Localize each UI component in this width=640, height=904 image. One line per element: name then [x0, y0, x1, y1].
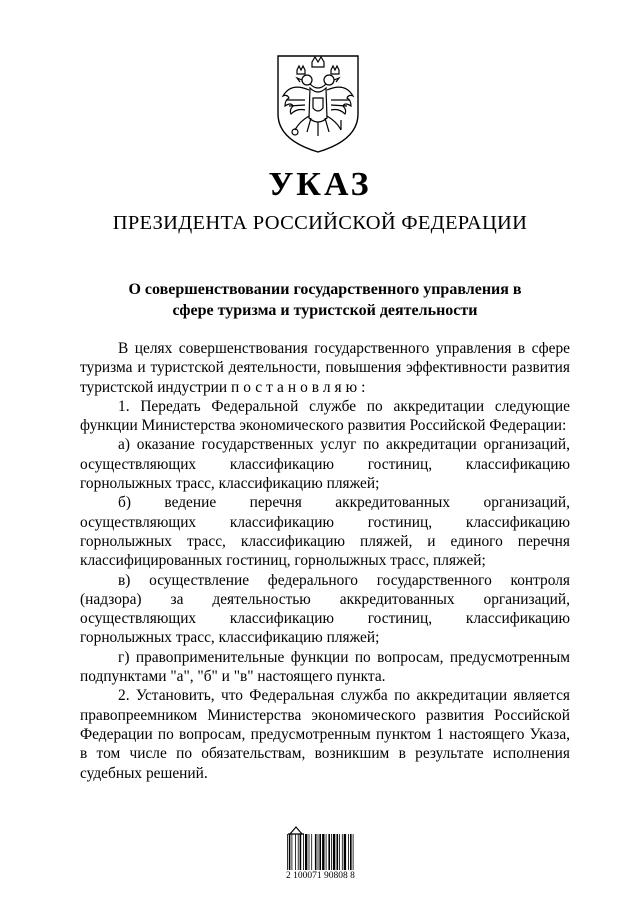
intro-text: В целях совершенствования государственного управления в сфере туризма и туристской деятельности, повышения эффективности развития туристской индустрии — [80, 340, 570, 396]
document-subtitle: ПРЕЗИДЕНТА РОССИЙСКОЙ ФЕДЕРАЦИИ — [112, 212, 528, 234]
barcode-bar — [318, 834, 319, 870]
barcode-bar — [350, 834, 352, 870]
decree-heading — [80, 279, 570, 321]
barcode-bar — [287, 834, 288, 870]
barcode-bar — [331, 834, 332, 870]
barcode-bar — [300, 834, 302, 870]
barcode-bar — [289, 834, 291, 870]
barcode-bar — [305, 834, 307, 870]
paragraph-1c: в) осуществление федерального государственного контроля (надзора) за деятельностью аккредитованных организаций, осуществляющих классификацию гостиниц, классификацию горнолыжных трасс, классификацию пляжей; — [80, 571, 570, 647]
paragraph-1a: а) оказание государственных услуг по аккредитации организаций, осуществляющих классификацию гостиниц, классификацию горнолыжных трасс, классификацию пляжей; — [80, 436, 570, 493]
barcode-bar — [319, 834, 321, 870]
paragraph-intro — [80, 339, 570, 397]
coat-of-arms-icon — [275, 52, 361, 154]
heading-line-1: О совершенствовании государственного управления в — [128, 281, 522, 298]
barcode-bar — [303, 834, 304, 870]
barcode-bar — [292, 834, 293, 870]
document-body — [80, 339, 570, 783]
barcode-bar — [337, 834, 339, 870]
barcode-bar — [348, 834, 349, 870]
decree-word: постановляю: — [230, 378, 370, 396]
barcode-bar — [353, 834, 354, 870]
paragraph-1: 1. Передать Федеральной службе по аккредитации следующие функции Министерства экономического развития Российской Федерации: — [80, 397, 570, 435]
barcode-bar — [298, 834, 299, 870]
barcode-icon — [286, 834, 376, 870]
barcode-bar — [333, 834, 335, 870]
paragraph-2: 2. Установить, что Федеральная служба по аккредитации является правопреемником Министерства экономического развития Российской Федерации по вопросам, предусмотренным пунктом 1 настоящего Указа, в том числе по обязательствам, возникшим в результате исполнения судебных решений. — [80, 687, 570, 782]
barcode-bar — [328, 834, 330, 870]
barcode-bar — [344, 834, 346, 870]
heading-line-2: сфере туризма и туристской деятельности — [172, 302, 478, 319]
barcode-number: 2 100071 90808 8 — [286, 871, 355, 881]
barcode-bar — [315, 834, 317, 870]
paragraph-1b: б) ведение перечня аккредитованных организаций, осуществляющих классификацию гостиниц, классификацию горнолыжных трасс, классификацию пляжей, и единого перечня классифицированных гостиниц, горнолыжных трасс, пляжей; — [80, 494, 570, 570]
barcode-block — [286, 824, 376, 884]
barcode-bar — [311, 834, 312, 870]
paragraph-1d: г) правоприменительные функции по вопросам, предусмотренным подпунктами "а", "б" и "в" настоящего пункта. — [80, 648, 570, 686]
barcode-bar — [322, 834, 324, 870]
barcode-bar — [309, 834, 310, 870]
barcode-bar — [295, 834, 296, 870]
document-title: УКАЗ — [268, 166, 372, 203]
barcode-bar — [342, 834, 343, 870]
barcode-bar — [326, 834, 327, 870]
barcode-bar — [339, 834, 340, 870]
